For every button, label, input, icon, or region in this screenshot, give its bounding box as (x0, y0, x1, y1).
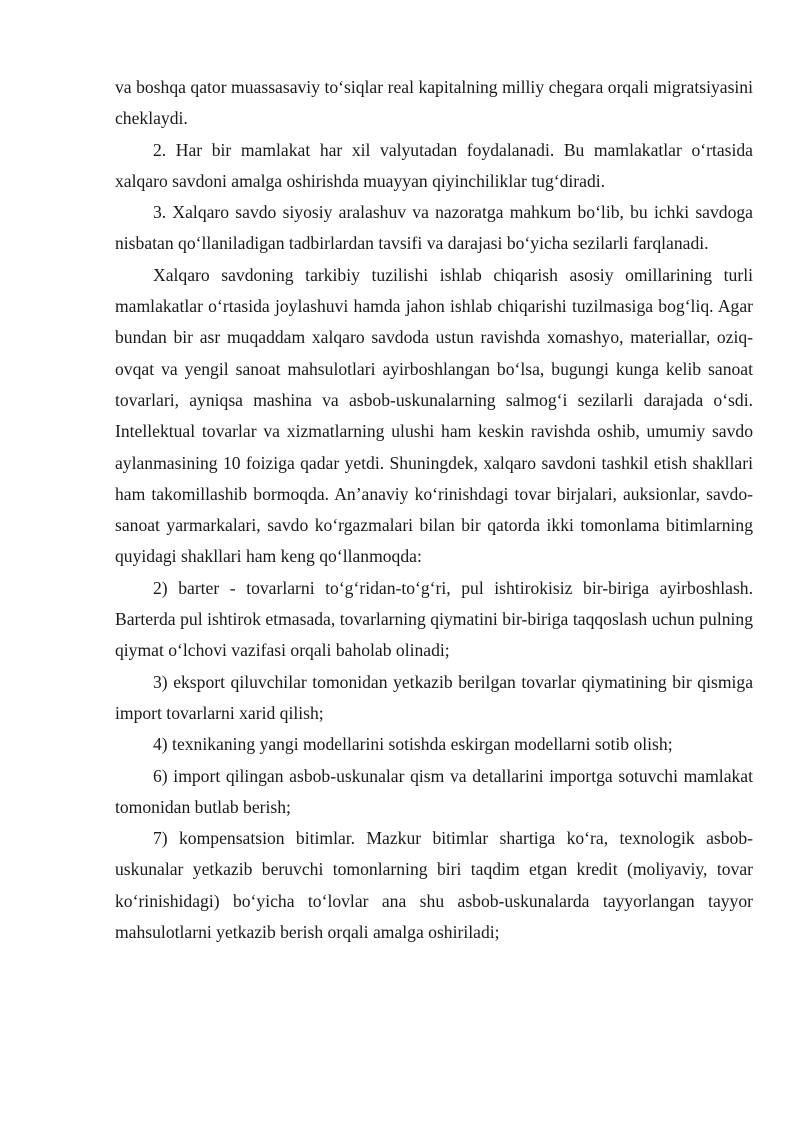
paragraph: 2. Har bir mamlakat har xil valyutadan foydalanadi. Bu mamlakatlar o‘rtasida xalqaro savdoni amalga oshirishda muayyan qiyinchiliklar tug‘diradi. (115, 139, 753, 191)
paragraph: va boshqa qator muassasaviy to‘siqlar real kapitalning milliy chegara orqali migratsiyasini cheklaydi. (115, 77, 753, 129)
paragraph: 3. Xalqaro savdo siyosiy aralashuv va nazoratga mahkum bo‘lib, bu ichki savdoga nisbatan qo‘llaniladigan tadbirlardan tavsifi va darajasi bo‘yicha sezilarli farqlanadi. (115, 202, 753, 254)
list-item: 6) import qilingan asbob-uskunalar qism va detallarini importga sotuvchi mamlakat tomonidan butlab berish; (115, 765, 753, 817)
list-item: 7) kompensatsion bitimlar. Mazkur bitimlar shartiga ko‘ra, texnologik asbob-uskunalar yetkazib beruvchi tomonlarning biri taqdim etgan kredit (moliyaviy, tovar ko‘rinishidagi) bo‘yicha to‘lovlar ana shu asbob-uskunalarda tayyorlangan tayyor mahsulotlarni yetkazib berish orqali amalga oshiriladi; (115, 828, 753, 943)
paragraph: Xalqaro savdoning tarkibiy tuzilishi ishlab chiqarish asosiy omillarining turli mamlakatlar o‘rtasida joylashuvi hamda jahon ishlab chiqarishi tuzilmasiga bog‘liq. Agar bundan bir asr muqaddam xalqaro savdoda ustun ravishda xomashyo, materiallar, oziq-ovqat va yengil sanoat mahsulotlari ayirboshlangan bo‘lsa, bugungi kunga kelib sanoat tovarlari, ayniqsa mashina va asbob-uskunalarning salmog‘i sezilarli darajada o‘sdi. Intellektual tovarlar va xizmatlarning ulushi ham keskin ravishda oshib, umumiy savdo aylanmasining 10 foiziga qadar yetdi. Shuningdek, xalqaro savdoni tashkil etish shakllari ham takomillashib bormoqda. An’anaviy ko‘rinishdagi tovar birjalari, auksionlar, savdo-sanoat yarmarkalari, savdo ko‘rgazmalari bilan bir qatorda ikki tomonlama bitimlarning quyidagi shakllari ham keng qo‘llanmoqda: (115, 264, 753, 567)
list-item: 3) eksport qiluvchilar tomonidan yetkazib berilgan tovarlar qiymatining bir qismiga import tovarlarni xarid qilish; (115, 671, 753, 723)
document-page (115, 72, 753, 948)
list-item: 4) texnikaning yangi modellarini sotishda eskirgan modellarni sotib olish; (153, 734, 673, 755)
list-item: 2) barter - tovarlarni to‘g‘ridan-to‘g‘ri, pul ishtirokisiz bir-biriga ayirboshlash. Barterda pul ishtirok etmasada, tovarlarning qiymatini bir-biriga taqqoslash uchun pulning qiymat o‘lchovi vazifasi orqali baholab olinadi; (115, 577, 753, 661)
